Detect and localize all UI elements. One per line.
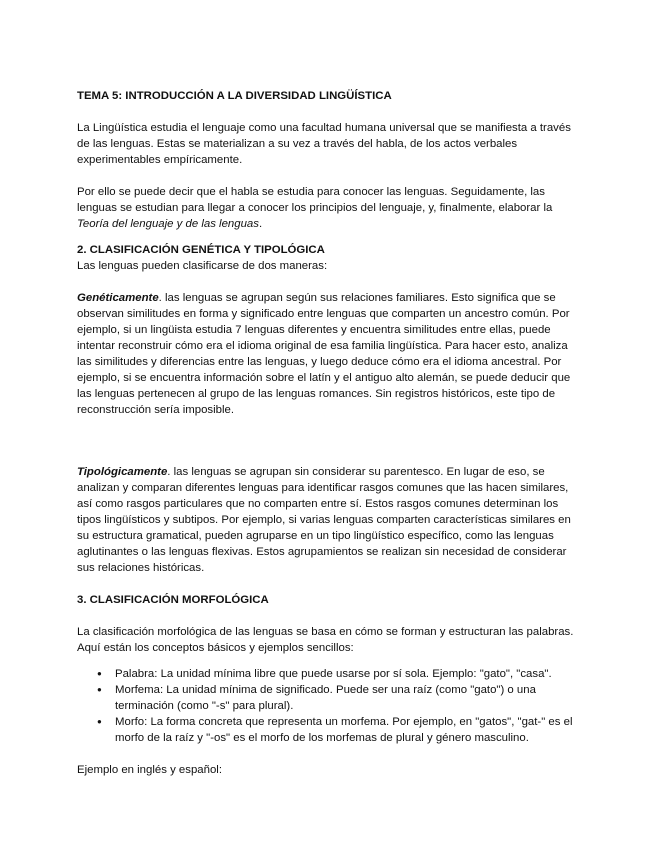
morphology-terms-list <box>77 666 577 746</box>
section-2-heading: 2. CLASIFICACIÓN GENÉTICA Y TIPOLÓGICA <box>77 244 325 256</box>
section-2-lead: Las lenguas pueden clasificarse de dos maneras: <box>77 260 328 272</box>
document-page <box>77 88 577 778</box>
intro-paragraph-2 <box>77 184 577 232</box>
list-item: ● Morfo: La forma concreta que representa un morfema. Por ejemplo, en "gatos", "gat-" es el morfo de la raíz y "-os" es el morfo de los morfemas de plural y género masculino. <box>115 714 577 746</box>
section-3-lead: La clasificación morfológica de las lenguas se basa en cómo se forman y estructuran las palabras. Aquí están los conceptos básicos y ejemplos sencillos: <box>77 626 574 654</box>
genetic-term: Genéticamente <box>77 292 159 304</box>
typological-paragraph <box>77 464 577 576</box>
page-title: TEMA 5: INTRODUCCIÓN A LA DIVERSIDAD LINGÜÍSTICA <box>77 90 392 102</box>
genetic-text: . las lenguas se agrupan según sus relaciones familiares. Esto significa que se observan similitudes en forma y significado entre lenguas que comparten un ancestro común. Por ejemplo, si un lingüista estudia 7 lenguas diferentes y encuentra similitudes entre ellas, puede intentar reconstruir cómo era el idioma original de esa familia lingüística. Para hacer esto, analiza las similitudes y diferencias entre las lenguas, y luego deduce cómo era el idioma ancestral. Por ejemplo, si se encuentra información sobre el latín y el antiguo alto alemán, se puede deducir que las lenguas pertenecen al grupo de las lenguas romances. Sin registros históricos, este tipo de reconstrucción sería imposible. <box>77 292 571 416</box>
intro-paragraph-2-italic: Teoría del lenguaje y de las lenguas <box>77 218 259 230</box>
intro-paragraph-2-end: . <box>258 218 263 230</box>
section-3-heading: 3. CLASIFICACIÓN MORFOLÓGICA <box>77 594 269 606</box>
example-label: Ejemplo en inglés y español: <box>77 764 223 776</box>
typological-text: . las lenguas se agrupan sin considerar su parentesco. En lugar de eso, se analizan y comparan diferentes lenguas para identificar rasgos comunes que las hacen similares, así como rasgos particulares que no comparten entre sí. Estos rasgos comunes determinan los tipos lingüísticos y subtipos. Por ejemplo, si varias lenguas comparten características similares en su estructura gramatical, pueden agruparse en un tipo lingüístico específico, como las lenguas aglutinantes o las lenguas flexivas. Estos agrupamientos se realizan sin necesidad de considerar sus relaciones históricas. <box>77 466 571 574</box>
list-item: ● Palabra: La unidad mínima libre que puede usarse por sí sola. Ejemplo: "gato", "casa". <box>115 666 577 682</box>
typological-term: Tipológicamente <box>77 466 168 478</box>
intro-paragraph-2-text: Por ello se puede decir que el habla se estudia para conocer las lenguas. Seguidamente, las lenguas se estudian para llegar a conocer los principios del lenguaje, y, finalmente, elaborar la <box>77 186 553 214</box>
list-item: ● Morfema: La unidad mínima de significado. Puede ser una raíz (como "gato") o una terminación (como "-s" para plural). <box>115 682 577 714</box>
intro-paragraph-1: La Lingüística estudia el lenguaje como una facultad humana universal que se manifiesta a través de las lenguas. Estas se materializan a su vez a través del habla, de los actos verbales experimentables empíricamente. <box>77 122 571 166</box>
genetic-paragraph <box>77 290 577 418</box>
